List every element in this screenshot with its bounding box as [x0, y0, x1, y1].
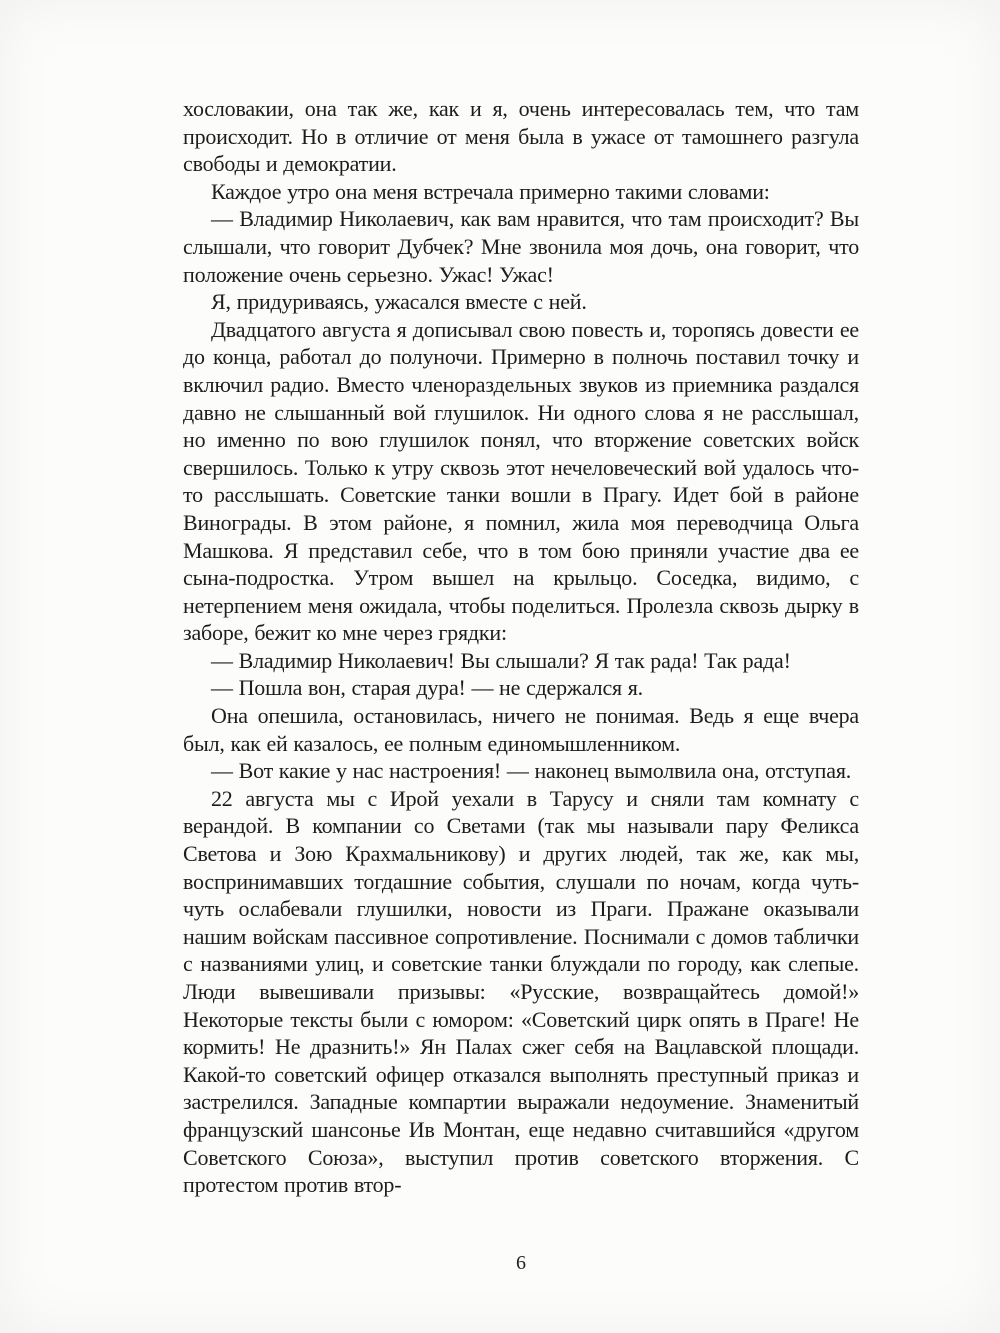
paragraph: Она опешила, остановилась, ничего не понимая. Ведь я еще вчера был, как ей казалось, ее полным единомышленником.	[183, 703, 859, 756]
page-number: 6	[516, 1252, 526, 1274]
paragraph: Я, придуриваясь, ужасался вместе с ней.	[211, 289, 587, 315]
paragraph: — Пошла вон, старая дура! — не сдержался я.	[211, 675, 643, 701]
paragraph: Каждое утро она меня встречала примерно такими словами:	[211, 178, 770, 204]
paragraph: 22 августа мы с Ирой уехали в Тарусу и сняли там комнату с верандой. В компании со Светами (так мы называли пару Феликса Светова и Зою Крахмальникову) и других людей, так же, как мы, воспринимавших тогдашние события, слушали по ночам, когда чуть-чуть ослабевали глушилки, новости из Праги. Пражане оказывали нашим войскам пассивное сопротивление. Поснимали с домов таблички с названиями улиц, и советские танки блуждали по городу, как слепые. Люди вывешивали призывы: «Русские, возвращайтесь домой!» Некоторые тексты были с юмором: «Советский цирк опять в Праге! Не кормить! Не дразнить!» Ян Палах сжег себя на Вацлавской площади. Какой-то советский офицер отказался выполнять преступный приказ и застрелился. Западные компартии выражали недоумение. Знаменитый французский шансонье Ив Монтан, еще недавно считавшийся «другом Советского Союза», выступил против советского вторжения. С протестом против втор-	[183, 785, 859, 1198]
paragraph: — Владимир Николаевич! Вы слышали? Я так рада! Так рада!	[211, 647, 791, 673]
paragraph: хословакии, она так же, как и я, очень интересовалась тем, что там происходит. Но в отличие от меня была в ужасе от тамошнего разгула свободы и демократии.	[183, 96, 859, 177]
paragraph: — Владимир Николаевич, как вам нравится, что там происходит? Вы слышали, что говорит Дубчек? Мне звонила моя дочь, она говорит, что положение очень серьезно. Ужас! Ужас!	[183, 206, 859, 287]
paragraph: — Вот какие у нас настроения! — наконец вымолвила она, отступая.	[211, 758, 852, 784]
paragraph: Двадцатого августа я дописывал свою повесть и, торопясь довести ее до конца, работал до полуночи. Примерно в полночь поставил точку и включил радио. Вместо членораздельных звуков из приемника раздался давно не слышанный вой глушилок. Ни одного слова я не расслышал, но именно по вою глушилок понял, что вторжение советских войск свершилось. Только к утру сквозь этот нечеловеческий вой удалось что-то расслышать. Советские танки вошли в Прагу. Идет бой в районе Винограды. В этом районе, я помнил, жила моя переводчица Ольга Машкова. Я представил себе, что в том бою приняли участие два ее сына-подростка. Утром вышел на крыльцо. Соседка, видимо, с нетерпением меня ожидала, чтобы поделиться. Пролезла сквозь дырку в заборе, бежит ко мне через грядки:	[183, 316, 859, 646]
text-block	[183, 95, 859, 1199]
